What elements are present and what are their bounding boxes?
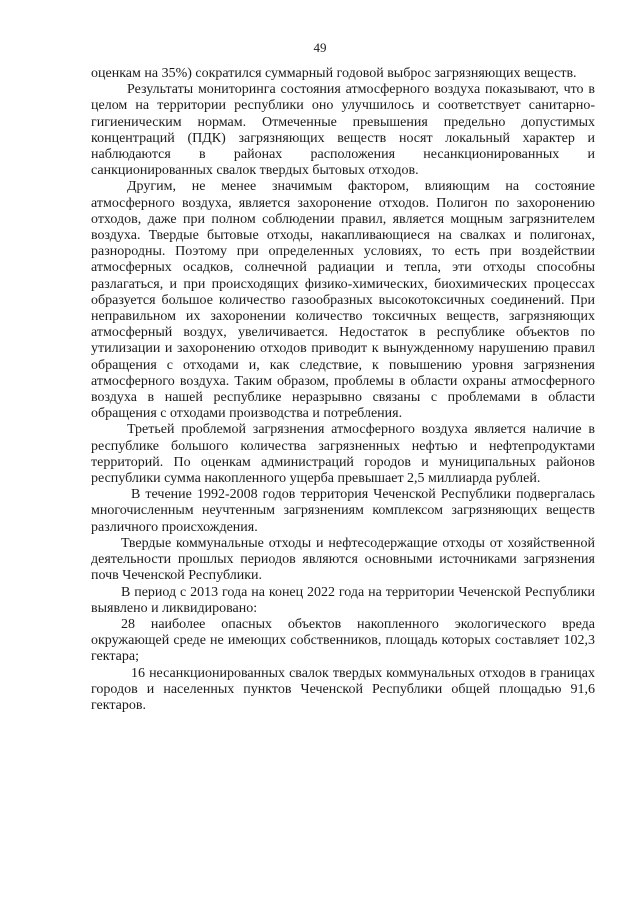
page-number: 49 xyxy=(313,40,327,55)
paragraph-continuation: оценкам на 35%) сократился суммарный годовой выброс загрязняющих веществ. xyxy=(91,66,577,81)
document-body xyxy=(91,66,595,714)
list-item-illegal-dumps: 16 несанкционированных свалок твердых коммунальных отходов в границах городов и населенных пунктов Чеченской Республики общей площадью 91,6 гектаров. xyxy=(91,665,595,713)
list-item-hazardous-objects: 28 наиболее опасных объектов накопленного экологического вреда окружающей среде не имеющих собственников, площадь которых составляет 102,3 гектара; xyxy=(91,616,595,665)
paragraph-solid-waste: Твердые коммунальные отходы и нефтесодержащие отходы от хозяйственной деятельности прошлых периодов являются основными источниками загрязнения почв Чеченской Республики. xyxy=(91,535,595,584)
paragraph-oil-pollution: Третьей проблемой загрязнения атмосферного воздуха является наличие в республике большого количества загрязненных нефтью и нефтепродуктами территорий. По оценкам администраций городов и муниципальных районов республики сумма накопленного ущерба превышает 2,5 миллиарда рублей. xyxy=(91,422,595,487)
paragraph-waste-burial: Другим, не менее значимым фактором, влияющим на состояние атмосферного воздуха, является захоронение отходов. Полигон по захоронению отходов, даже при полном соблюдении правил, является мощным загрязнителем воздуха. Твердые бытовые отходы, накапливающиеся на свалках и полигонах, разнородны. Поэтому при определенных условиях, то есть при воздействии атмосферных осадков, солнечной радиации и тепла, эти отходы способны разлагаться, и при происходящих физико-химических, биохимических процессах образуется большое количество газообразных высокотоксичных соединений. При неправильном их захоронении количество токсичных веществ, загрязняющих атмосферный воздух, увеличивается. Недостаток в республике объектов по утилизации и захоронению отходов приводит к вынужденному нарушению правил обращения с отходами и, как следствие, к повышению уровня загрязнения атмосферного воздуха. Таким образом, проблемы в области охраны атмосферного воздуха в нашей республике неразрывно связаны с проблемами в области обращения с отходами производства и потребления. xyxy=(91,179,595,422)
paragraph-monitoring-results: Результаты мониторинга состояния атмосферного воздуха показывают, что в целом на территории республики оно улучшилось и соответствует санитарно-гигиеническим нормам. Отмеченные превышения предельно допустимых концентраций (ПДК) загрязняющих веществ носят локальный характер и наблюдаются в районах расположения несанкционированных и санкционированных свалок твердых бытовых отходов. xyxy=(91,82,595,179)
paragraph-period-2013-2022: В период с 2013 года на конец 2022 года на территории Чеченской Республики выявлено и ликвидировано: xyxy=(91,584,595,616)
paragraph-1992-2008: В течение 1992-2008 годов территория Чеченской Республики подвергалась многочисленным неучтенным загрязнениям комплексом загрязняющих веществ различного происхождения. xyxy=(91,487,595,535)
